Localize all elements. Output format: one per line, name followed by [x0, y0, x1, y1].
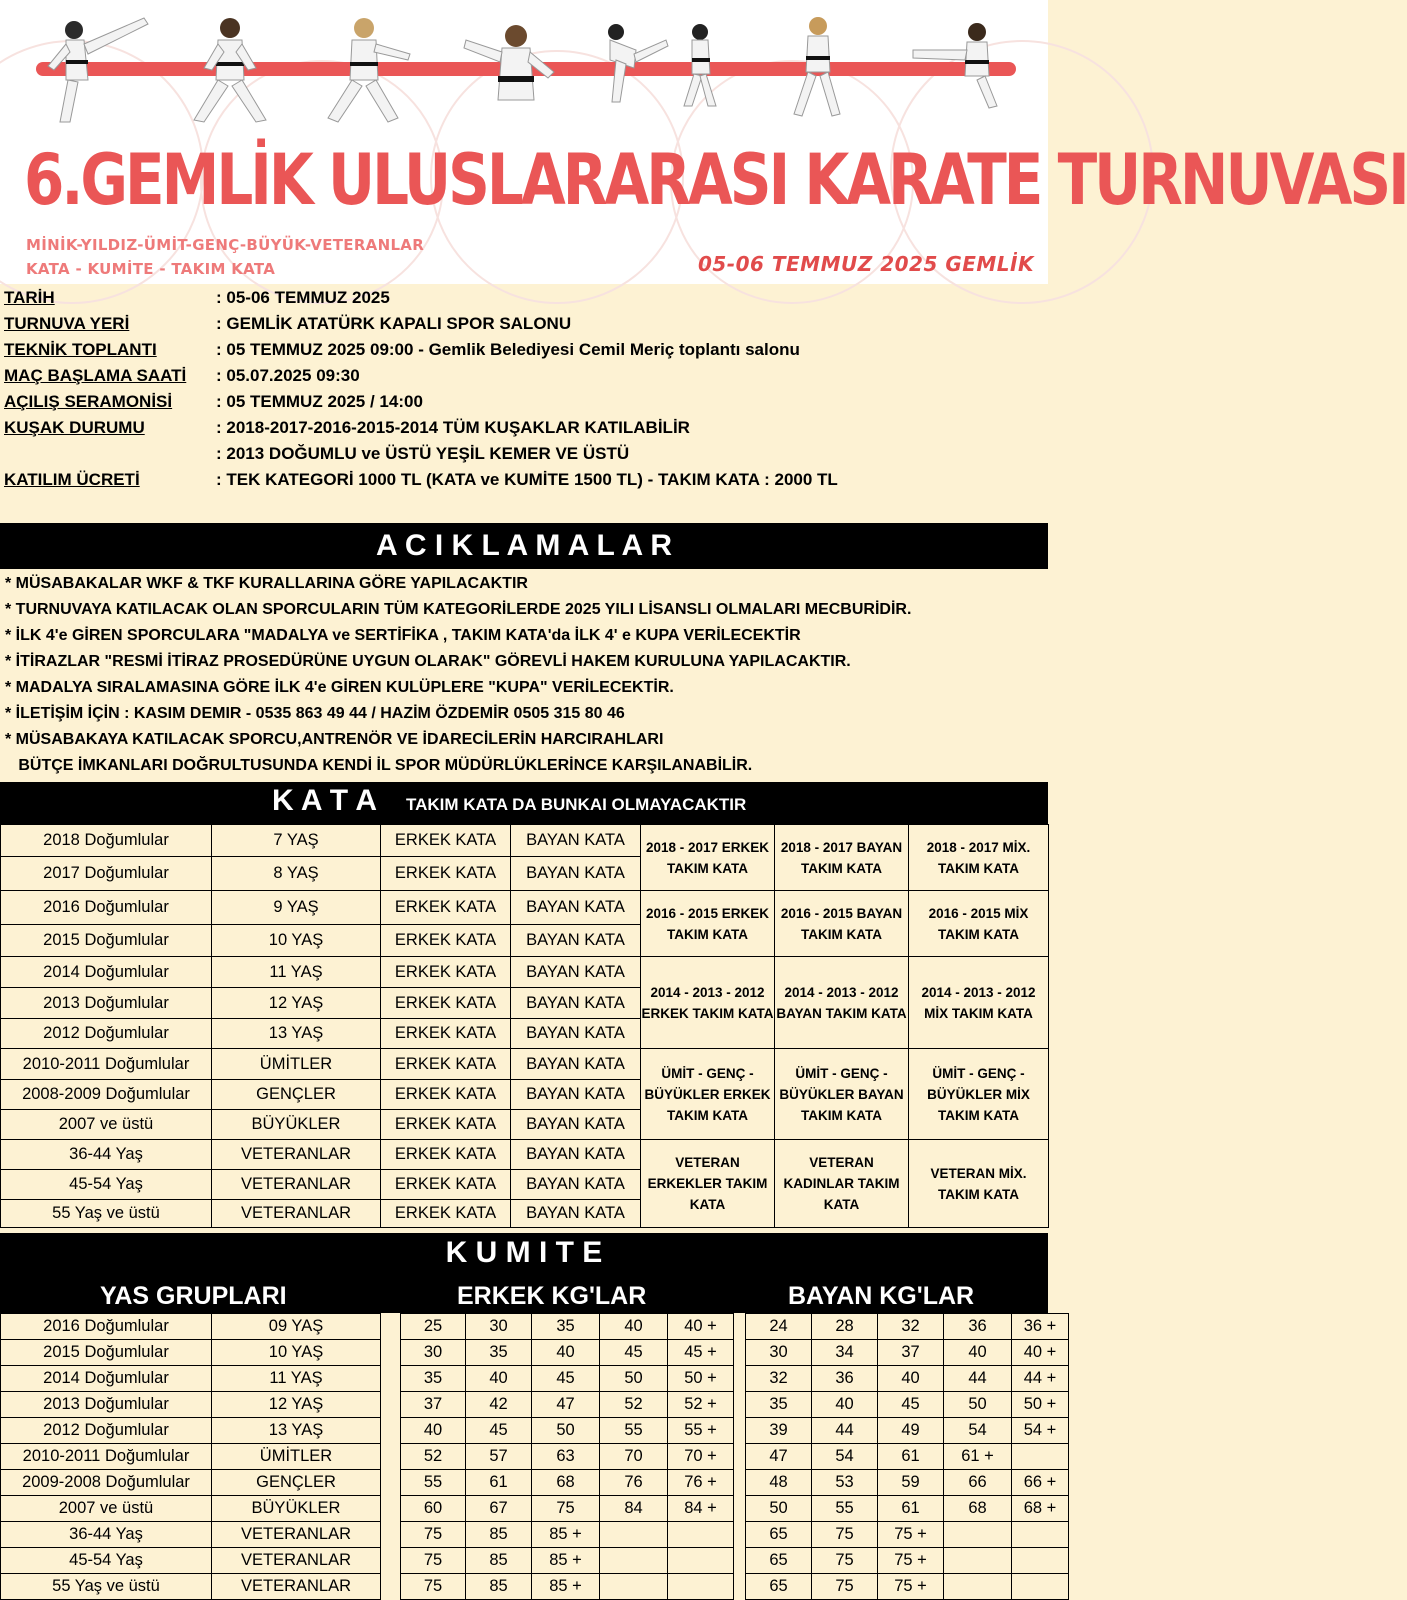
column-gap	[734, 1418, 746, 1444]
aciklamalar-header	[0, 523, 1048, 569]
note-item: BÜTÇE İMKANLARI DOĞRULTUSUNDA KENDİ İL SPOR MÜDÜRLÜKLERİNCE KARŞILANABİLİR.	[5, 757, 753, 774]
kumite-birth: 2010-2011 Doğumlular	[1, 1444, 212, 1470]
table-row	[1, 891, 1049, 925]
female-weight-cell: 48	[746, 1470, 812, 1496]
kumite-birth: 2015 Doğumlular	[1, 1340, 212, 1366]
banner	[0, 0, 1407, 284]
info-label: TARİH	[4, 288, 55, 307]
male-weight-cell: 40	[401, 1418, 466, 1444]
female-weight-cell: 54 +	[1012, 1418, 1069, 1444]
male-weight-cell: 35	[466, 1340, 532, 1366]
team-kata-female: ÜMİT - GENÇ - BÜYÜKLER BAYAN TAKIM KATA	[775, 1049, 909, 1140]
table-row	[1, 1496, 1069, 1522]
info-value: : 05 TEMMUZ 2025 09:00 - Gemlik Belediyesi Cemil Meriç toplantı salonu	[216, 340, 800, 359]
kata-age: 10 YAŞ	[212, 925, 381, 957]
date-place: 05-06 TEMMUZ 2025 GEMLİK	[697, 252, 1034, 276]
table-row	[1, 1418, 1069, 1444]
female-weight-cell	[1012, 1522, 1069, 1548]
male-weight-cell: 50 +	[668, 1366, 734, 1392]
table-row	[1, 1392, 1069, 1418]
team-kata-male: 2018 - 2017 ERKEK TAKIM KATA	[641, 825, 775, 891]
karate-fighters-sparring-icon	[596, 10, 726, 110]
male-weight-cell: 61	[466, 1470, 532, 1496]
kumite-birth: 2014 Doğumlular	[1, 1366, 212, 1392]
male-weight-cell	[668, 1548, 734, 1574]
note-item: * TURNUVAYA KATILACAK OLAN SPORCULARIN TÜM KATEGORİLERDE 2025 YILI LİSANSLI OLMALARI MECBURİDİR.	[5, 601, 912, 618]
female-weight-cell: 61 +	[944, 1444, 1012, 1470]
info-value: : 05.07.2025 09:30	[216, 366, 360, 385]
info-label: TEKNİK TOPLANTI	[4, 340, 157, 359]
female-weight-cell: 40	[812, 1392, 878, 1418]
female-weight-cell: 75	[812, 1548, 878, 1574]
kumite-birth: 2009-2008 Doğumlular	[1, 1470, 212, 1496]
info-value: : TEK KATEGORİ 1000 TL (KATA ve KUMİTE 1500 TL) - TAKIM KATA : 2000 TL	[216, 470, 838, 489]
kata-male: ERKEK KATA	[381, 1170, 511, 1200]
kumite-birth: 55 Yaş ve üstü	[1, 1574, 212, 1600]
kata-birth: 45-54 Yaş	[1, 1170, 212, 1200]
female-weight-cell: 68 +	[1012, 1496, 1069, 1522]
female-weight-cell: 47	[746, 1444, 812, 1470]
male-weight-cell: 52 +	[668, 1392, 734, 1418]
kumite-group: 12 YAŞ	[212, 1392, 381, 1418]
column-gap	[734, 1392, 746, 1418]
table-row	[1, 1314, 1069, 1340]
male-weight-cell: 85 +	[532, 1574, 600, 1600]
kumite-group: VETERANLAR	[212, 1522, 381, 1548]
female-weight-cell: 75	[812, 1522, 878, 1548]
table-row	[1, 825, 1049, 857]
male-weight-cell: 40	[600, 1314, 668, 1340]
column-gap	[381, 1444, 401, 1470]
female-weight-cell: 75	[812, 1574, 878, 1600]
kata-birth: 2010-2011 Doğumlular	[1, 1049, 212, 1080]
female-weight-cell: 34	[812, 1340, 878, 1366]
kata-male: ERKEK KATA	[381, 925, 511, 957]
female-weight-cell: 37	[878, 1340, 944, 1366]
female-weight-cell	[944, 1548, 1012, 1574]
table-row	[1, 1548, 1069, 1574]
kata-female: BAYAN KATA	[511, 825, 641, 857]
female-weight-cell: 61	[878, 1444, 944, 1470]
team-kata-male: VETERAN ERKEKLER TAKIM KATA	[641, 1140, 775, 1228]
kumite-birth: 45-54 Yaş	[1, 1548, 212, 1574]
male-kg-header: ERKEK KG'LAR	[457, 1282, 647, 1310]
kata-male: ERKEK KATA	[381, 1080, 511, 1110]
column-gap	[734, 1522, 746, 1548]
female-weight-cell: 40	[944, 1340, 1012, 1366]
kumite-rows	[1, 1314, 1069, 1600]
kata-male: ERKEK KATA	[381, 825, 511, 857]
male-weight-cell: 30	[466, 1314, 532, 1340]
table-row	[1, 1522, 1069, 1548]
kata-male: ERKEK KATA	[381, 1049, 511, 1080]
male-weight-cell: 52	[401, 1444, 466, 1470]
female-weight-cell: 65	[746, 1548, 812, 1574]
female-weight-cell: 35	[746, 1392, 812, 1418]
karate-fighter-kick-icon	[905, 10, 1015, 110]
team-kata-female: 2014 - 2013 - 2012 BAYAN TAKIM KATA	[775, 957, 909, 1049]
female-weight-cell: 40 +	[1012, 1340, 1069, 1366]
kata-female: BAYAN KATA	[511, 957, 641, 988]
female-weight-cell: 32	[878, 1314, 944, 1340]
male-weight-cell: 55	[401, 1470, 466, 1496]
event-types-subtitle: KATA - KUMİTE - TAKIM KATA	[26, 260, 276, 278]
female-weight-cell: 68	[944, 1496, 1012, 1522]
karate-fighter-stance-icon	[778, 10, 858, 120]
female-weight-cell	[944, 1574, 1012, 1600]
male-weight-cell: 40	[466, 1366, 532, 1392]
male-weight-cell	[600, 1522, 668, 1548]
table-row	[1, 1340, 1069, 1366]
kumite-group: 10 YAŞ	[212, 1340, 381, 1366]
note-item: * MÜSABAKALAR WKF & TKF KURALLARINA GÖRE YAPILACAKTIR	[5, 575, 528, 592]
kata-birth: 2012 Doğumlular	[1, 1019, 212, 1049]
kata-birth: 2013 Doğumlular	[1, 988, 212, 1019]
info-value: : 05-06 TEMMUZ 2025	[216, 288, 390, 307]
female-weight-cell: 36 +	[1012, 1314, 1069, 1340]
male-weight-cell: 84 +	[668, 1496, 734, 1522]
table-row	[1, 1140, 1049, 1170]
male-weight-cell: 76 +	[668, 1470, 734, 1496]
male-weight-cell: 63	[532, 1444, 600, 1470]
table-row	[1, 1049, 1049, 1080]
female-weight-cell: 75 +	[878, 1574, 944, 1600]
kata-female: BAYAN KATA	[511, 1110, 641, 1140]
male-weight-cell: 75	[401, 1548, 466, 1574]
column-gap	[381, 1470, 401, 1496]
kata-male: ERKEK KATA	[381, 1110, 511, 1140]
kata-age: 8 YAŞ	[212, 857, 381, 891]
female-weight-cell: 50 +	[1012, 1392, 1069, 1418]
column-gap	[381, 1366, 401, 1392]
info-value: : 05 TEMMUZ 2025 / 14:00	[216, 392, 423, 411]
male-weight-cell: 35	[532, 1314, 600, 1340]
male-weight-cell: 75	[532, 1496, 600, 1522]
male-weight-cell: 45	[600, 1340, 668, 1366]
kumite-birth: 36-44 Yaş	[1, 1522, 212, 1548]
kata-male: ERKEK KATA	[381, 1019, 511, 1049]
male-weight-cell: 37	[401, 1392, 466, 1418]
female-weight-cell: 50	[944, 1392, 1012, 1418]
female-weight-cell	[1012, 1548, 1069, 1574]
female-weight-cell: 61	[878, 1496, 944, 1522]
male-weight-cell	[668, 1522, 734, 1548]
female-weight-cell: 66	[944, 1470, 1012, 1496]
female-weight-cell: 39	[746, 1418, 812, 1444]
male-weight-cell: 55 +	[668, 1418, 734, 1444]
male-weight-cell: 45 +	[668, 1340, 734, 1366]
column-gap	[734, 1314, 746, 1340]
kata-birth: 2007 ve üstü	[1, 1110, 212, 1140]
female-weight-cell: 65	[746, 1574, 812, 1600]
kata-female: BAYAN KATA	[511, 1019, 641, 1049]
kata-age: 9 YAŞ	[212, 891, 381, 925]
male-weight-cell: 40	[532, 1340, 600, 1366]
info-value: : 2013 DOĞUMLU ve ÜSTÜ YEŞİL KEMER VE ÜSTÜ	[216, 444, 630, 463]
kata-birth: 36-44 Yaş	[1, 1140, 212, 1170]
column-gap	[381, 1548, 401, 1574]
kata-male: ERKEK KATA	[381, 957, 511, 988]
male-weight-cell: 68	[532, 1470, 600, 1496]
table-row	[1, 1444, 1069, 1470]
male-weight-cell: 50	[532, 1418, 600, 1444]
male-weight-cell: 42	[466, 1392, 532, 1418]
male-weight-cell	[600, 1548, 668, 1574]
column-gap	[734, 1444, 746, 1470]
column-gap	[734, 1548, 746, 1574]
female-weight-cell: 50	[746, 1496, 812, 1522]
female-weight-cell: 44	[812, 1418, 878, 1444]
team-kata-mix: 2018 - 2017 MİX. TAKIM KATA	[909, 825, 1049, 891]
kata-birth: 55 Yaş ve üstü	[1, 1200, 212, 1228]
kata-male: ERKEK KATA	[381, 988, 511, 1019]
female-weight-cell: 40	[878, 1366, 944, 1392]
kata-age: 13 YAŞ	[212, 1019, 381, 1049]
team-kata-mix: ÜMİT - GENÇ - BÜYÜKLER MİX TAKIM KATA	[909, 1049, 1049, 1140]
table-row	[1, 1470, 1069, 1496]
female-weight-cell: 75 +	[878, 1548, 944, 1574]
female-weight-cell: 59	[878, 1470, 944, 1496]
team-kata-male: 2016 - 2015 ERKEK TAKIM KATA	[641, 891, 775, 957]
column-gap	[734, 1496, 746, 1522]
male-weight-cell: 25	[401, 1314, 466, 1340]
kata-age: VETERANLAR	[212, 1140, 381, 1170]
male-weight-cell	[600, 1574, 668, 1600]
kata-birth: 2014 Doğumlular	[1, 957, 212, 988]
kata-female: BAYAN KATA	[511, 891, 641, 925]
male-weight-cell	[668, 1574, 734, 1600]
male-weight-cell: 67	[466, 1496, 532, 1522]
kata-female: BAYAN KATA	[511, 1049, 641, 1080]
male-weight-cell: 76	[600, 1470, 668, 1496]
info-label: TURNUVA YERİ	[4, 314, 130, 333]
male-weight-cell: 30	[401, 1340, 466, 1366]
kata-birth: 2018 Doğumlular	[1, 825, 212, 857]
male-weight-cell: 40 +	[668, 1314, 734, 1340]
female-weight-cell: 44 +	[1012, 1366, 1069, 1392]
female-weight-cell: 55	[812, 1496, 878, 1522]
female-weight-cell: 53	[812, 1470, 878, 1496]
column-gap	[381, 1314, 401, 1340]
male-weight-cell: 50	[600, 1366, 668, 1392]
female-weight-cell	[1012, 1444, 1069, 1470]
male-weight-cell: 85	[466, 1574, 532, 1600]
male-weight-cell: 60	[401, 1496, 466, 1522]
note-item: * İLETİŞİM İÇİN : KASIM DEMIR - 0535 863 49 44 / HAZİM ÖZDEMİR 0505 315 80 46	[5, 705, 625, 722]
team-kata-female: 2018 - 2017 BAYAN TAKIM KATA	[775, 825, 909, 891]
male-weight-cell: 47	[532, 1392, 600, 1418]
male-weight-cell: 75	[401, 1522, 466, 1548]
female-weight-cell: 44	[944, 1366, 1012, 1392]
age-groups-header: YAS GRUPLARI	[100, 1282, 287, 1310]
female-weight-cell: 32	[746, 1366, 812, 1392]
kata-age: 7 YAŞ	[212, 825, 381, 857]
kata-birth: 2015 Doğumlular	[1, 925, 212, 957]
female-weight-cell: 36	[812, 1366, 878, 1392]
female-weight-cell: 49	[878, 1418, 944, 1444]
kumite-birth: 2007 ve üstü	[1, 1496, 212, 1522]
male-weight-cell: 85	[466, 1522, 532, 1548]
team-kata-mix: VETERAN MİX. TAKIM KATA	[909, 1140, 1049, 1228]
male-weight-cell: 57	[466, 1444, 532, 1470]
female-weight-cell: 65	[746, 1522, 812, 1548]
table-row	[1, 1574, 1069, 1600]
kata-age: 11 YAŞ	[212, 957, 381, 988]
kumite-birth: 2012 Doğumlular	[1, 1418, 212, 1444]
note-item: * İTİRAZLAR "RESMİ İTİRAZ PROSEDÜRÜNE UYGUN OLARAK" GÖREVLİ HAKEM KURULUNA YAPILACAKTIR.	[5, 653, 851, 670]
kumite-title: K U M I T E	[445, 1236, 603, 1269]
column-gap	[734, 1470, 746, 1496]
male-weight-cell: 85 +	[532, 1522, 600, 1548]
kumite-group: 09 YAŞ	[212, 1314, 381, 1340]
note-item: * MADALYA SIRALAMASINA GÖRE İLK 4'e GİREN KULÜPLERE "KUPA" VERİLECEKTİR.	[5, 679, 674, 696]
male-weight-cell: 85 +	[532, 1548, 600, 1574]
female-weight-cell: 30	[746, 1340, 812, 1366]
male-weight-cell: 55	[600, 1418, 668, 1444]
team-kata-mix: 2014 - 2013 - 2012 MİX TAKIM KATA	[909, 957, 1049, 1049]
kata-header	[0, 782, 1048, 824]
aciklamalar-title: A C I K L A M A L A R	[375, 529, 673, 562]
team-kata-male: 2014 - 2013 - 2012 ERKEK TAKIM KATA	[641, 957, 775, 1049]
male-weight-cell: 84	[600, 1496, 668, 1522]
kumite-birth: 2016 Doğumlular	[1, 1314, 212, 1340]
column-gap	[381, 1340, 401, 1366]
kata-female: BAYAN KATA	[511, 925, 641, 957]
column-gap	[734, 1366, 746, 1392]
info-label: KUŞAK DURUMU	[4, 418, 145, 437]
info-label: AÇILIŞ SERAMONİSİ	[4, 392, 173, 411]
male-weight-cell: 70	[600, 1444, 668, 1470]
column-gap	[734, 1574, 746, 1600]
female-weight-cell: 54	[812, 1444, 878, 1470]
kumite-group: 13 YAŞ	[212, 1418, 381, 1444]
kata-male: ERKEK KATA	[381, 891, 511, 925]
note-item: * İLK 4'e GİREN SPORCULARA "MADALYA ve SERTİFİKA , TAKIM KATA'da İLK 4' e KUPA VERİLECEKTİR	[5, 627, 801, 644]
kata-age: GENÇLER	[212, 1080, 381, 1110]
kata-female: BAYAN KATA	[511, 1080, 641, 1110]
column-gap	[381, 1392, 401, 1418]
female-weight-cell: 54	[944, 1418, 1012, 1444]
karate-fighter-kick-icon	[44, 10, 154, 130]
column-gap	[381, 1418, 401, 1444]
team-kata-mix: 2016 - 2015 MİX TAKIM KATA	[909, 891, 1049, 957]
note-item: * MÜSABAKAYA KATILACAK SPORCU,ANTRENÖR VE İDARECİLERİN HARCIRAHLARI	[5, 731, 664, 748]
kata-age: BÜYÜKLER	[212, 1110, 381, 1140]
kata-age: 12 YAŞ	[212, 988, 381, 1019]
kata-birth: 2016 Doğumlular	[1, 891, 212, 925]
male-weight-cell: 70 +	[668, 1444, 734, 1470]
male-weight-cell: 35	[401, 1366, 466, 1392]
age-categories-subtitle: MİNİK-YILDIZ-ÜMİT-GENÇ-BÜYÜK-VETERANLAR	[26, 236, 425, 254]
female-weight-cell	[1012, 1574, 1069, 1600]
column-gap	[381, 1522, 401, 1548]
male-weight-cell: 45	[532, 1366, 600, 1392]
team-kata-female: VETERAN KADINLAR TAKIM KATA	[775, 1140, 909, 1228]
karate-fighter-stance-icon	[180, 10, 280, 128]
info-label: MAÇ BAŞLAMA SAATİ	[4, 366, 187, 385]
tournament-title: 6.GEMLİK ULUSLARARASI KARATE TURNUVASI	[24, 138, 1407, 221]
kumite-group: VETERANLAR	[212, 1574, 381, 1600]
female-weight-cell	[944, 1522, 1012, 1548]
table-row	[1, 1366, 1069, 1392]
kumite-table	[0, 1313, 1069, 1600]
kata-male: ERKEK KATA	[381, 857, 511, 891]
male-weight-cell: 85	[466, 1548, 532, 1574]
female-weight-cell: 45	[878, 1392, 944, 1418]
info-label: KATILIM ÜCRETİ	[4, 470, 140, 489]
kumite-group: GENÇLER	[212, 1470, 381, 1496]
kata-male: ERKEK KATA	[381, 1140, 511, 1170]
kata-female: BAYAN KATA	[511, 857, 641, 891]
kata-female: BAYAN KATA	[511, 1140, 641, 1170]
column-gap	[381, 1574, 401, 1600]
kata-female: BAYAN KATA	[511, 1200, 641, 1228]
info-value: : 2018-2017-2016-2015-2014 TÜM KUŞAKLAR KATILABİLİR	[216, 418, 690, 437]
kata-subtitle: TAKIM KATA DA BUNKAI OLMAYACAKTIR	[406, 795, 747, 814]
female-weight-cell: 28	[812, 1314, 878, 1340]
female-weight-cell: 66 +	[1012, 1470, 1069, 1496]
karate-fighter-punch-icon	[458, 10, 568, 128]
kata-female: BAYAN KATA	[511, 988, 641, 1019]
male-weight-cell: 45	[466, 1418, 532, 1444]
female-weight-cell: 24	[746, 1314, 812, 1340]
info-value: : GEMLİK ATATÜRK KAPALI SPOR SALONU	[216, 314, 572, 333]
table-row	[1, 957, 1049, 988]
kata-age: VETERANLAR	[212, 1170, 381, 1200]
kumite-birth: 2013 Doğumlular	[1, 1392, 212, 1418]
kata-table	[0, 824, 1049, 1228]
kumite-group: 11 YAŞ	[212, 1366, 381, 1392]
team-kata-female: 2016 - 2015 BAYAN TAKIM KATA	[775, 891, 909, 957]
kata-age: ÜMİTLER	[212, 1049, 381, 1080]
kata-age: VETERANLAR	[212, 1200, 381, 1228]
female-weight-cell: 36	[944, 1314, 1012, 1340]
karate-fighter-stance-icon	[318, 10, 418, 128]
kata-female: BAYAN KATA	[511, 1170, 641, 1200]
kata-male: ERKEK KATA	[381, 1200, 511, 1228]
kumite-group: ÜMİTLER	[212, 1444, 381, 1470]
female-kg-header: BAYAN KG'LAR	[788, 1282, 975, 1310]
kumite-group: BÜYÜKLER	[212, 1496, 381, 1522]
kata-title: K A T A	[272, 784, 377, 817]
column-gap	[734, 1340, 746, 1366]
kata-birth: 2008-2009 Doğumlular	[1, 1080, 212, 1110]
female-weight-cell: 75 +	[878, 1522, 944, 1548]
kata-birth: 2017 Doğumlular	[1, 857, 212, 891]
male-weight-cell: 52	[600, 1392, 668, 1418]
column-gap	[381, 1496, 401, 1522]
kumite-group: VETERANLAR	[212, 1548, 381, 1574]
team-kata-male: ÜMİT - GENÇ - BÜYÜKLER ERKEK TAKIM KATA	[641, 1049, 775, 1140]
male-weight-cell: 75	[401, 1574, 466, 1600]
